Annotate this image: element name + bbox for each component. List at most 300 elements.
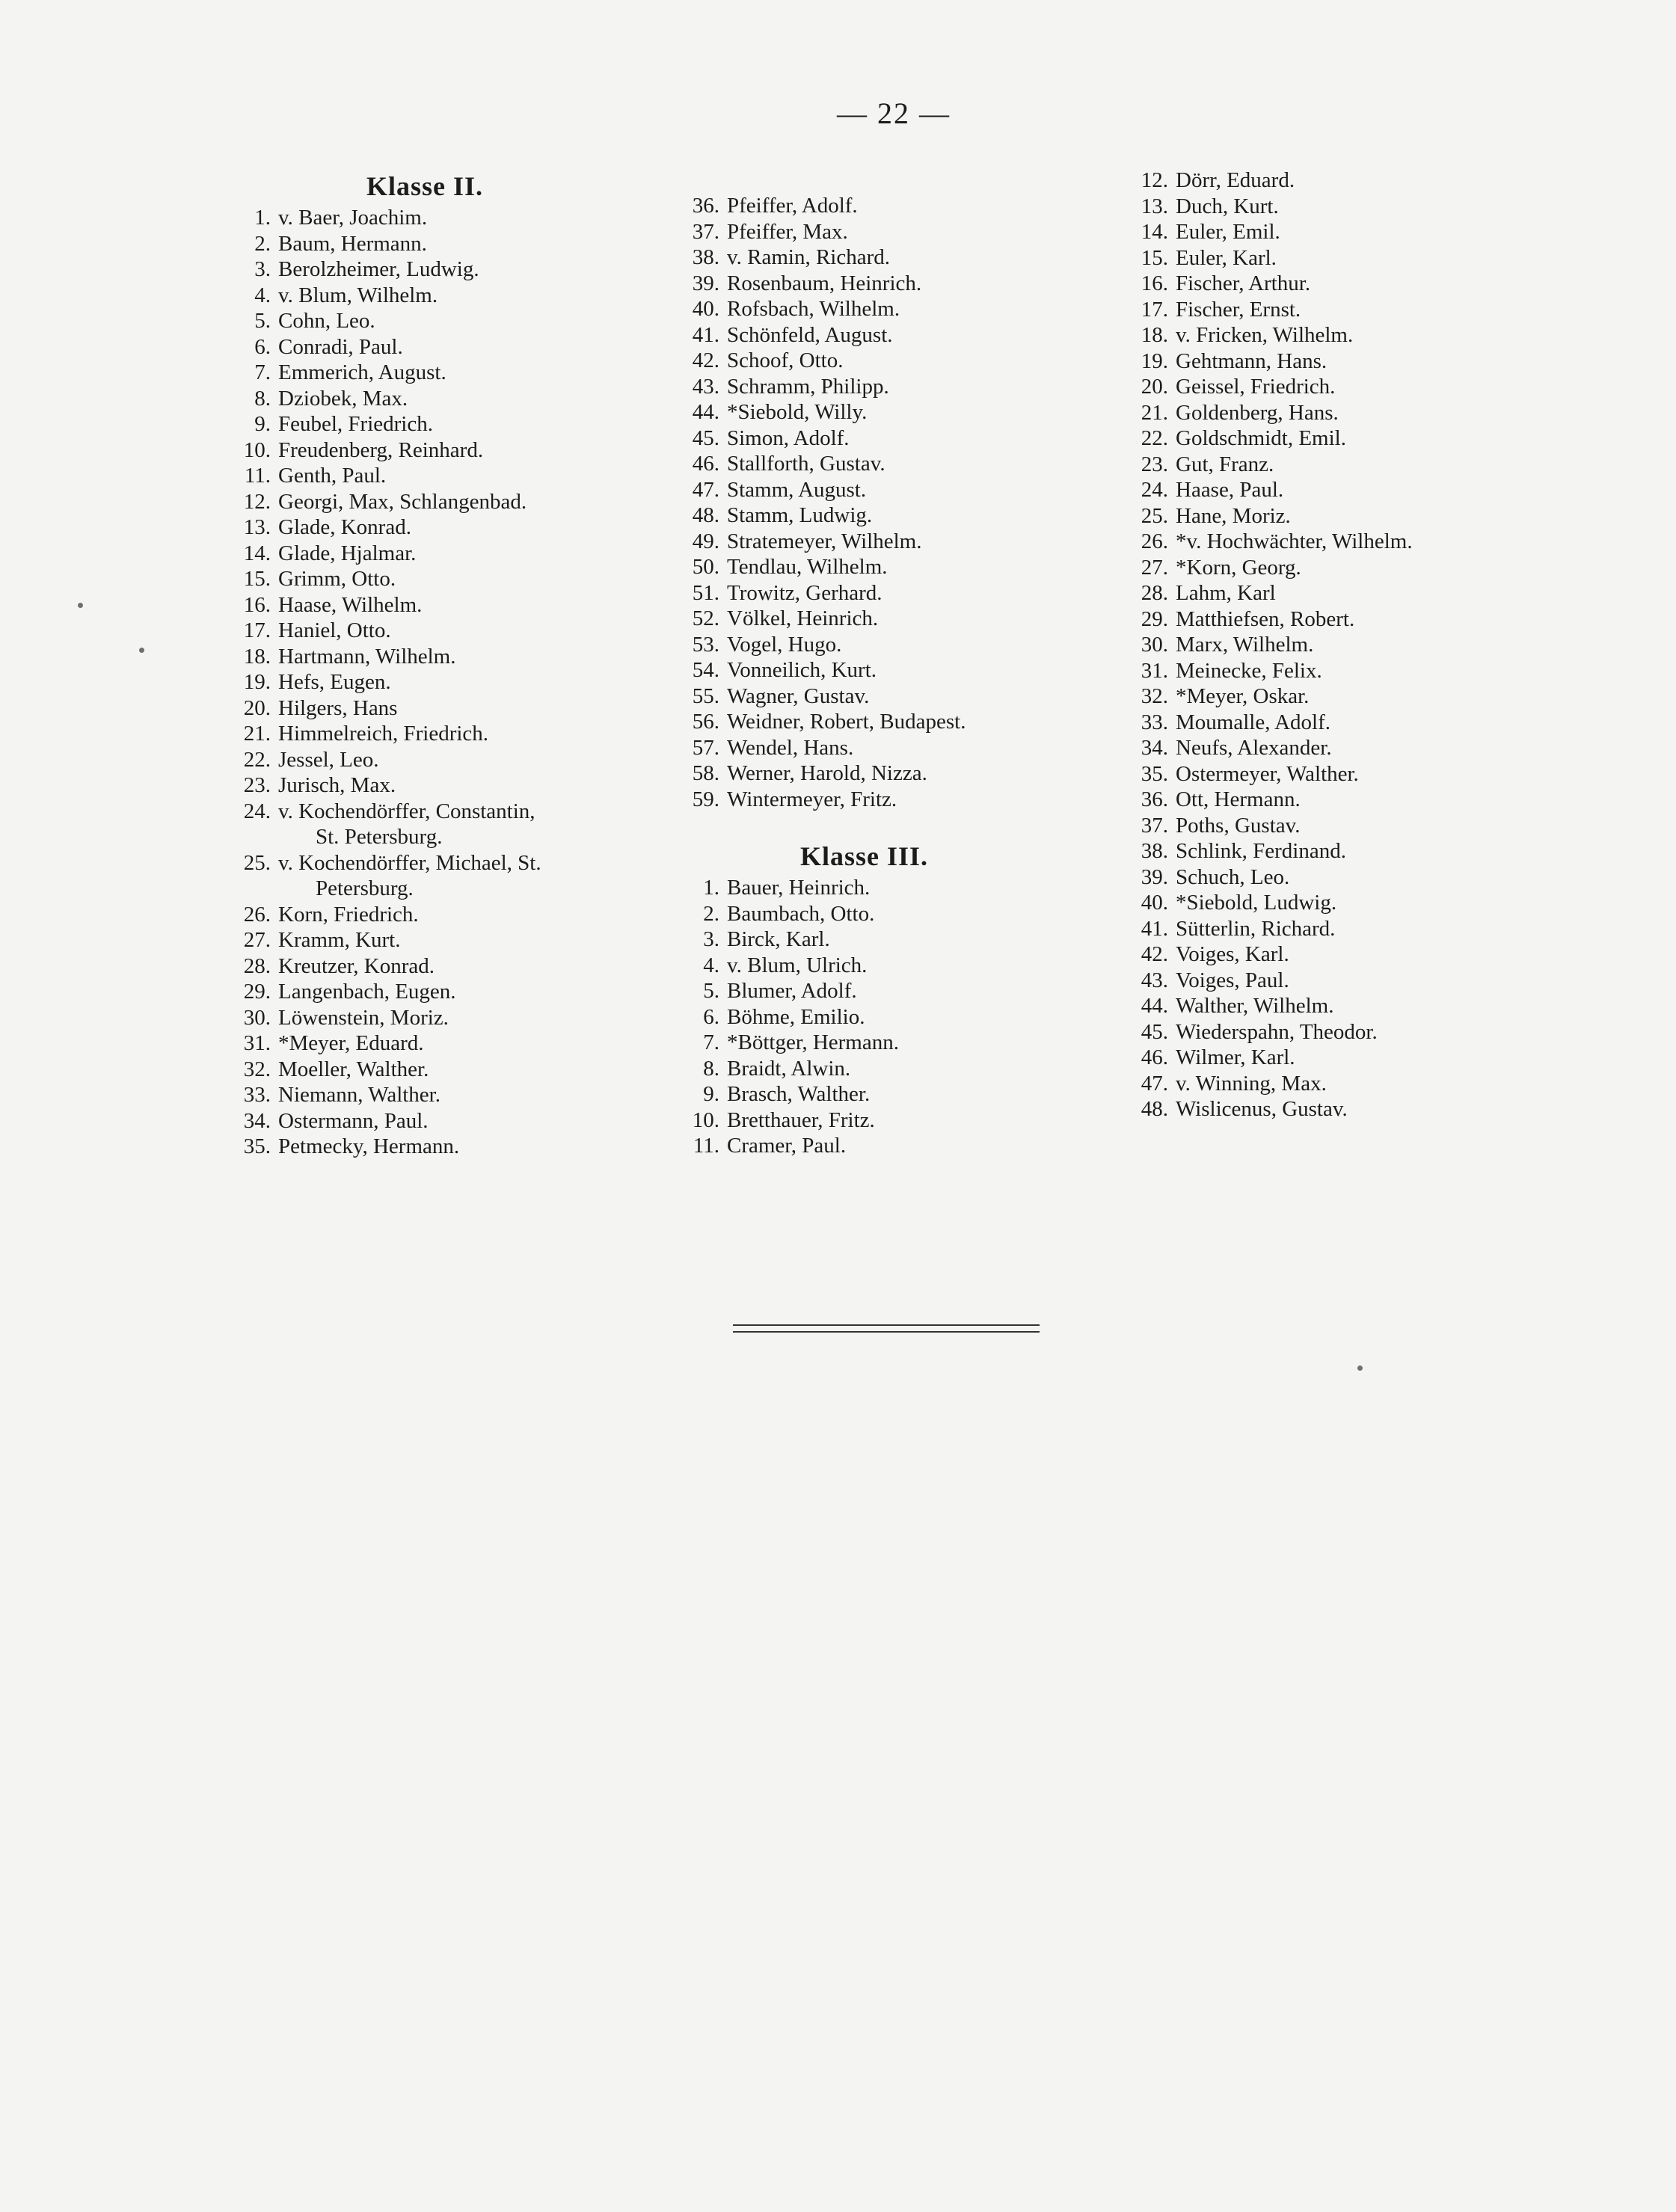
entry-name xyxy=(1176,735,1586,761)
entry-name xyxy=(278,205,673,231)
entry-name xyxy=(1176,658,1586,684)
entry-name-text: Wilmer, Karl. xyxy=(1176,1045,1295,1069)
entry-name-text: Fischer, Arthur. xyxy=(1176,271,1311,295)
entry-name xyxy=(278,1005,673,1031)
entry-name xyxy=(1176,503,1586,529)
entry-name xyxy=(278,463,673,489)
entry-number: 39. xyxy=(1141,864,1168,889)
entry-name xyxy=(727,322,1092,348)
entry-name-text: Schoof, Otto. xyxy=(727,348,844,372)
list-item xyxy=(1122,941,1586,968)
entry-name-text: Matthiefsen, Robert. xyxy=(1176,606,1355,631)
entry-name xyxy=(727,953,1092,979)
entry-name-text: Meinecke, Felix. xyxy=(1176,658,1322,683)
entry-number: 16. xyxy=(1141,271,1168,295)
entry-number: 11. xyxy=(693,1134,719,1158)
entry-number: 32. xyxy=(243,1057,271,1081)
entry-name-text: Moumalle, Adolf. xyxy=(1176,710,1331,734)
list-item xyxy=(1122,864,1586,891)
entry-name-text: Hartmann, Wilhelm. xyxy=(278,644,456,669)
entry-name-text: Hefs, Eugen. xyxy=(278,670,391,694)
entry-name-text: Fischer, Ernst. xyxy=(1176,297,1301,322)
list-item xyxy=(224,308,673,334)
section-heading-klasse-3: Klasse III. xyxy=(800,841,929,871)
entry-number: 29. xyxy=(243,980,271,1004)
entry-name-text: Stratemeyer, Wilhelm. xyxy=(727,529,922,553)
entry-name xyxy=(278,231,673,257)
entry-name xyxy=(278,1134,673,1160)
list-item xyxy=(1122,374,1586,400)
entry-name-text: Lahm, Karl xyxy=(1176,581,1276,605)
entry-name xyxy=(727,632,1092,658)
student-list xyxy=(673,193,1092,812)
entry-name-text: Wagner, Gustav. xyxy=(727,683,870,708)
list-item xyxy=(1122,555,1586,581)
entry-name-text: Cohn, Leo. xyxy=(278,309,375,333)
entry-name-text: Schönfeld, August. xyxy=(727,322,893,347)
entry-name xyxy=(278,308,673,334)
entry-name xyxy=(1176,555,1586,581)
entry-number: 30. xyxy=(243,1005,271,1030)
entry-number: 41. xyxy=(1141,916,1168,941)
column-right xyxy=(1122,168,1586,1122)
entry-name-text: Glade, Konrad. xyxy=(278,515,411,539)
entry-name xyxy=(1176,890,1586,916)
list-item xyxy=(673,953,1092,979)
entry-number: 36. xyxy=(1141,787,1168,811)
entry-name-text: Schramm, Philipp. xyxy=(727,374,889,399)
entry-name-text: Dörr, Eduard. xyxy=(1176,168,1295,192)
entry-name-text: Braidt, Alwin. xyxy=(727,1056,851,1081)
entry-name xyxy=(1176,941,1586,968)
entry-name xyxy=(278,411,673,437)
entry-number: 12. xyxy=(243,489,271,514)
entry-name xyxy=(727,1030,1092,1056)
list-item xyxy=(1122,271,1586,297)
entry-name xyxy=(727,245,1092,271)
entry-name xyxy=(278,953,673,980)
entry-name xyxy=(1176,1096,1586,1122)
entry-name xyxy=(278,1082,673,1108)
entry-name-text: Voiges, Karl. xyxy=(1176,942,1289,966)
entry-name xyxy=(727,1133,1092,1159)
entry-number: 3. xyxy=(703,927,719,951)
list-item xyxy=(224,256,673,283)
entry-name-text: *Meyer, Oskar. xyxy=(1176,684,1310,708)
margin-mark xyxy=(139,648,144,653)
entry-number: 40. xyxy=(1141,891,1168,915)
entry-name xyxy=(727,927,1092,953)
entry-name-text: v. Kochendörffer, Constantin, xyxy=(278,799,535,823)
entry-number: 59. xyxy=(692,787,719,811)
entry-name-text: Geissel, Friedrich. xyxy=(1176,375,1336,399)
entry-name xyxy=(727,399,1092,425)
entry-name-text: Poths, Gustav. xyxy=(1176,813,1301,838)
entry-name-text: *Böttger, Hermann. xyxy=(727,1030,899,1054)
entry-name xyxy=(1176,245,1586,271)
entry-name-text: Wendel, Hans. xyxy=(727,735,854,760)
entry-number: 5. xyxy=(703,979,719,1003)
entry-name-text: Cramer, Paul. xyxy=(727,1134,847,1158)
entry-name xyxy=(727,875,1092,901)
list-item xyxy=(673,296,1092,322)
entry-number: 34. xyxy=(1141,736,1168,760)
entry-name xyxy=(727,219,1092,245)
entry-number: 13. xyxy=(1141,194,1168,218)
list-item xyxy=(224,283,673,309)
list-item xyxy=(673,657,1092,683)
entry-name-text: Werner, Harold, Nizza. xyxy=(727,761,927,785)
entry-name-text: *Siebold, Willy. xyxy=(727,400,868,424)
entry-name-text: Rosenbaum, Heinrich. xyxy=(727,271,922,295)
entry-name xyxy=(1176,400,1586,426)
entry-number: 58. xyxy=(692,761,719,785)
entry-number: 19. xyxy=(1141,348,1168,373)
entry-name-text: Langenbach, Eugen. xyxy=(278,980,456,1004)
entry-name-text: Jurisch, Max. xyxy=(278,773,396,797)
entry-name xyxy=(727,1004,1092,1030)
entry-name-text: Baumbach, Otto. xyxy=(727,901,875,926)
list-item xyxy=(673,901,1092,927)
entry-number: 6. xyxy=(254,334,271,359)
entry-name-text: Weidner, Robert, Budapest. xyxy=(727,710,966,734)
entry-name xyxy=(278,489,673,515)
entry-number: 42. xyxy=(692,348,719,372)
list-item xyxy=(1122,1019,1586,1045)
list-item xyxy=(224,747,673,773)
entry-number: 20. xyxy=(243,695,271,720)
entry-name-text: *Meyer, Eduard. xyxy=(278,1031,424,1055)
list-item xyxy=(673,348,1092,374)
entry-name xyxy=(278,772,673,799)
entry-name-text: Grimm, Otto. xyxy=(278,567,396,591)
entry-name-text: Conradi, Paul. xyxy=(278,334,403,359)
entry-number: 10. xyxy=(243,437,271,462)
list-item xyxy=(224,695,673,722)
entry-name xyxy=(1176,968,1586,994)
entry-name-text: Trowitz, Gerhard. xyxy=(727,580,882,605)
entry-number: 26. xyxy=(1141,529,1168,553)
entry-number: 36. xyxy=(692,194,719,218)
entry-name xyxy=(1176,297,1586,323)
entry-number: 15. xyxy=(243,567,271,591)
entry-name xyxy=(278,979,673,1005)
list-item xyxy=(1122,787,1586,813)
entry-name-text: Stamm, August. xyxy=(727,477,867,502)
entry-name xyxy=(1176,864,1586,891)
entry-number: 2. xyxy=(254,231,271,256)
entry-name-text: Euler, Emil. xyxy=(1176,220,1280,244)
entry-name-text: v. Kochendörffer, Michael, St. xyxy=(278,850,541,875)
entry-name-text: v. Baer, Joachim. xyxy=(278,206,428,230)
list-item xyxy=(673,978,1092,1004)
entry-name xyxy=(727,787,1092,813)
entry-number: 35. xyxy=(243,1134,271,1158)
entry-name xyxy=(278,360,673,386)
entry-number: 6. xyxy=(703,1004,719,1029)
entry-number: 21. xyxy=(243,722,271,746)
list-item xyxy=(673,683,1092,710)
entry-name-text: Sütterlin, Richard. xyxy=(1176,916,1336,941)
entry-name-text: Genth, Paul. xyxy=(278,464,387,488)
entry-name-text: Kramm, Kurt. xyxy=(278,928,401,952)
entry-name-text: v. Blum, Wilhelm. xyxy=(278,283,438,307)
entry-name-text: Haase, Paul. xyxy=(1176,478,1284,502)
entry-number: 42. xyxy=(1141,942,1168,966)
entry-name xyxy=(727,425,1092,452)
entry-name-text: Korn, Friedrich. xyxy=(278,902,419,927)
list-item xyxy=(224,618,673,644)
list-item xyxy=(673,1107,1092,1134)
entry-number: 38. xyxy=(692,245,719,269)
list-item xyxy=(1122,735,1586,761)
list-item xyxy=(1122,916,1586,942)
entry-number: 43. xyxy=(692,374,719,399)
entry-name-text: Bauer, Heinrich. xyxy=(727,876,871,900)
entry-name xyxy=(1176,606,1586,633)
entry-name-text: Simon, Adolf. xyxy=(727,425,850,450)
entry-number: 45. xyxy=(1141,1019,1168,1044)
list-item xyxy=(673,1030,1092,1056)
entry-number: 11. xyxy=(244,464,271,488)
list-item xyxy=(224,902,673,928)
entry-name xyxy=(1176,477,1586,503)
entry-name-text: Rofsbach, Wilhelm. xyxy=(727,297,900,321)
entry-continuation: Petersburg. xyxy=(316,876,414,900)
entry-number: 5. xyxy=(254,309,271,333)
entry-name xyxy=(727,709,1092,735)
entry-name-text: Himmelreich, Friedrich. xyxy=(278,722,489,746)
entry-number: 34. xyxy=(243,1108,271,1133)
entry-number: 46. xyxy=(692,452,719,476)
student-list xyxy=(1122,168,1586,1122)
entry-number: 25. xyxy=(1141,503,1168,528)
entry-number: 40. xyxy=(692,297,719,321)
list-item xyxy=(673,477,1092,503)
list-item xyxy=(1122,1096,1586,1122)
entry-name-text: v. Fricken, Wilhelm. xyxy=(1176,323,1354,347)
list-item xyxy=(224,463,673,489)
list-item xyxy=(673,374,1092,400)
entry-name xyxy=(727,657,1092,683)
entry-name xyxy=(727,477,1092,503)
entry-name-text: Ostermann, Paul. xyxy=(278,1108,429,1133)
entry-name xyxy=(727,348,1092,374)
entry-number: 17. xyxy=(1141,297,1168,322)
entry-number: 46. xyxy=(1141,1045,1168,1069)
list-item xyxy=(224,386,673,412)
entry-name-text: Euler, Karl. xyxy=(1176,245,1277,270)
entry-number: 18. xyxy=(1141,323,1168,347)
entry-number: 32. xyxy=(1141,684,1168,708)
entry-number: 45. xyxy=(692,425,719,450)
entry-name-text: Walther, Wilhelm. xyxy=(1176,994,1334,1018)
list-item xyxy=(1122,761,1586,787)
list-item xyxy=(224,231,673,257)
entry-number: 16. xyxy=(243,592,271,617)
list-item xyxy=(1122,1045,1586,1071)
entry-name xyxy=(727,1056,1092,1082)
list-item xyxy=(224,927,673,953)
entry-name xyxy=(278,437,673,464)
entry-number: 1. xyxy=(703,876,719,900)
list-item xyxy=(1122,1071,1586,1097)
list-item xyxy=(224,360,673,386)
list-item xyxy=(224,592,673,618)
list-item xyxy=(673,554,1092,580)
entry-name-text: Pfeiffer, Max. xyxy=(727,219,848,244)
margin-mark xyxy=(1357,1365,1363,1371)
entry-number: 8. xyxy=(703,1056,719,1081)
list-item xyxy=(224,514,673,541)
entry-name-text: Haniel, Otto. xyxy=(278,618,391,642)
entry-name-text: Wislicenus, Gustav. xyxy=(1176,1097,1348,1121)
entry-number: 48. xyxy=(1141,1097,1168,1121)
entry-name xyxy=(727,554,1092,580)
page-number: — 22 — xyxy=(837,96,951,130)
list-item xyxy=(673,606,1092,632)
list-item xyxy=(673,451,1092,477)
list-item xyxy=(1122,606,1586,633)
entry-name-text: Moeller, Walther. xyxy=(278,1057,429,1081)
entry-name-text: Tendlau, Wilhelm. xyxy=(727,555,888,579)
section-spacer xyxy=(673,812,1092,838)
entry-number: 14. xyxy=(1141,220,1168,244)
list-item xyxy=(1122,632,1586,658)
entry-name xyxy=(727,529,1092,555)
list-item xyxy=(673,193,1092,219)
entry-name-text: Voiges, Paul. xyxy=(1176,968,1289,992)
entry-name xyxy=(1176,322,1586,348)
entry-name xyxy=(1176,168,1586,194)
entry-name-text: Berolzheimer, Ludwig. xyxy=(278,257,479,281)
entry-number: 25. xyxy=(243,850,271,875)
list-item xyxy=(673,1056,1092,1082)
entry-name-text: Vonneilich, Kurt. xyxy=(727,658,877,682)
entry-name xyxy=(727,271,1092,297)
entry-number: 57. xyxy=(692,735,719,760)
entry-name xyxy=(1176,683,1586,710)
list-item xyxy=(673,927,1092,953)
entry-name xyxy=(727,735,1092,761)
list-item xyxy=(1122,400,1586,426)
list-item xyxy=(673,580,1092,606)
entry-number: 53. xyxy=(692,632,719,657)
entry-number: 37. xyxy=(692,219,719,244)
entry-name-text: Birck, Karl. xyxy=(727,927,830,951)
entry-name xyxy=(278,618,673,644)
list-item xyxy=(224,1134,673,1160)
list-item xyxy=(224,850,673,902)
entry-number: 33. xyxy=(243,1083,271,1107)
entry-name-text: Stamm, Ludwig. xyxy=(727,503,873,527)
list-item xyxy=(1122,710,1586,736)
list-item xyxy=(1122,322,1586,348)
entry-number: 18. xyxy=(243,644,271,669)
entry-name xyxy=(278,902,673,928)
list-item xyxy=(673,735,1092,761)
entry-name-text: Gehtmann, Hans. xyxy=(1176,348,1327,373)
entry-number: 20. xyxy=(1141,375,1168,399)
double-rule-divider xyxy=(733,1324,1040,1333)
entry-number: 35. xyxy=(1141,761,1168,786)
list-item xyxy=(673,425,1092,452)
column-top-spacer xyxy=(673,168,1092,193)
entry-name xyxy=(278,514,673,541)
entry-number: 13. xyxy=(243,515,271,539)
list-item xyxy=(1122,297,1586,323)
list-item xyxy=(673,1081,1092,1107)
list-item xyxy=(673,1133,1092,1159)
entry-number: 8. xyxy=(254,386,271,411)
entry-number: 24. xyxy=(1141,478,1168,502)
entry-name xyxy=(278,256,673,283)
list-item xyxy=(1122,683,1586,710)
list-item xyxy=(673,529,1092,555)
entry-number: 56. xyxy=(692,710,719,734)
list-item xyxy=(673,761,1092,787)
list-item xyxy=(224,566,673,592)
entry-name xyxy=(727,296,1092,322)
entry-name xyxy=(1176,710,1586,736)
list-item xyxy=(224,205,673,231)
entry-number: 23. xyxy=(243,773,271,797)
entry-name xyxy=(727,901,1092,927)
entry-number: 17. xyxy=(243,618,271,642)
entry-name xyxy=(278,747,673,773)
list-item xyxy=(224,1030,673,1057)
entry-name-text: Hilgers, Hans xyxy=(278,695,398,720)
list-item xyxy=(1122,452,1586,478)
entry-number: 1. xyxy=(254,206,271,230)
list-item xyxy=(224,1108,673,1134)
entry-name xyxy=(278,1057,673,1083)
list-item xyxy=(224,953,673,980)
entry-name-text: Duch, Kurt. xyxy=(1176,194,1279,218)
entry-name xyxy=(278,334,673,360)
entry-name-text: Kreutzer, Konrad. xyxy=(278,953,435,978)
list-item xyxy=(224,411,673,437)
entry-number: 22. xyxy=(1141,426,1168,450)
entry-number: 49. xyxy=(692,529,719,553)
list-item xyxy=(673,399,1092,425)
entry-name xyxy=(1176,1071,1586,1097)
list-item xyxy=(1122,993,1586,1019)
list-item xyxy=(673,787,1092,813)
entry-number: 44. xyxy=(1141,994,1168,1018)
entry-name-text: Ott, Hermann. xyxy=(1176,787,1301,811)
entry-name xyxy=(1176,452,1586,478)
entry-number: 24. xyxy=(243,799,271,823)
list-item xyxy=(224,334,673,360)
entry-name-text: *Korn, Georg. xyxy=(1176,555,1301,580)
list-item xyxy=(224,1082,673,1108)
entry-number: 22. xyxy=(243,747,271,772)
entry-continuation: St. Petersburg. xyxy=(316,825,443,849)
entry-name xyxy=(278,386,673,412)
list-item xyxy=(673,1004,1092,1030)
entry-name-text: Völkel, Heinrich. xyxy=(727,606,879,630)
list-item xyxy=(673,503,1092,529)
entry-name xyxy=(1176,632,1586,658)
list-item xyxy=(1122,658,1586,684)
entry-name-text: Goldschmidt, Emil. xyxy=(1176,426,1346,450)
margin-mark xyxy=(78,603,83,608)
entry-name xyxy=(278,283,673,309)
entry-number: 15. xyxy=(1141,245,1168,270)
entry-name-text: Ostermeyer, Walther. xyxy=(1176,761,1359,786)
list-item xyxy=(224,1057,673,1083)
